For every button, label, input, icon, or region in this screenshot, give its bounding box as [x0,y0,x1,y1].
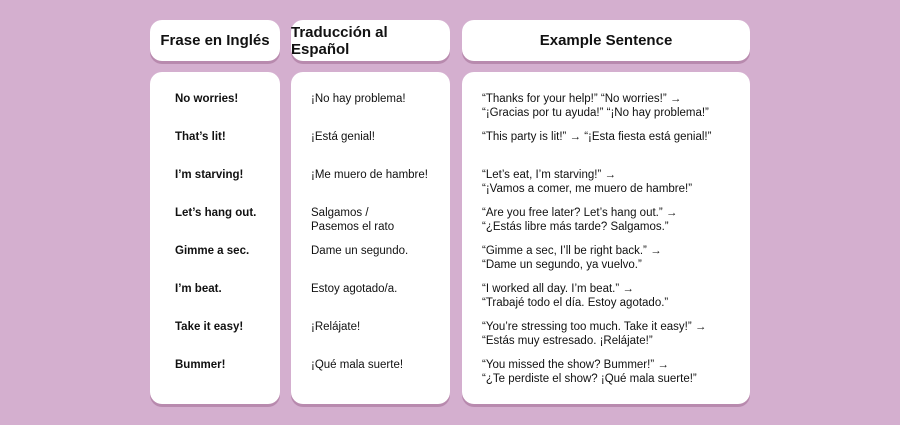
english-phrase: I’m starving! [175,169,244,181]
header-example-label: Example Sentence [539,32,673,49]
spanish-translation-line: ¡Relájate! [311,321,361,333]
example-sentence [482,92,740,120]
spanish-translation-line: Dame un segundo. [311,245,409,257]
spanish-translation [311,320,450,334]
spanish-translation [311,92,450,106]
header-english-label: Frase en Inglés [160,32,270,49]
example-sentence-line: “¡Vamos a comer, me muero de hambre!” [482,183,693,195]
example-sentence-line: “Trabajé todo el día. Estoy agotado.” [482,297,669,309]
example-sentence [482,320,740,348]
example-sentence-line: “Estás muy estresado. ¡Relájate!” [482,335,653,347]
spanish-translation-line: Pasemos el rato [311,221,395,233]
example-sentence-line: “Thanks for your help!” “No worries!” → [482,93,682,105]
spanish-translation-line: ¡Me muero de hambre! [311,169,428,181]
english-phrase: I’m beat. [175,283,222,295]
english-phrases-column [150,72,280,404]
english-phrase: Take it easy! [175,321,244,333]
example-sentence-line: “¿Estás libre más tarde? Salgamos.” [482,221,669,233]
spanish-translation-line: Salgamos / [311,207,369,219]
example-sentence-line: “¡Gracias por tu ayuda!” “¡No hay problema!” [482,107,709,119]
example-sentence-line: “You’re stressing too much. Take it easy!” → [482,321,707,333]
header-spanish-label: Traducción al Español [291,23,388,58]
example-sentence-line: “Dame un segundo, ya vuelvo.” [482,259,642,271]
example-sentence [482,244,740,272]
header-english [150,20,280,61]
header-spanish [291,20,450,61]
spanish-translation [311,130,450,144]
example-sentence [482,282,740,310]
spanish-translation-line: Estoy agotado/a. [311,283,398,295]
example-sentence-line: “Let’s eat, I’m starving!” → [482,169,616,181]
header-example [462,20,750,61]
english-phrase: That’s lit! [175,131,226,143]
example-sentences-column [462,72,750,404]
spanish-translation-line: ¡Está genial! [311,131,375,143]
example-sentence-line: “Are you free later? Let’s hang out.” → [482,207,678,219]
english-phrase: No worries! [175,93,239,105]
spanish-translation [311,282,450,296]
example-sentence-line: “I worked all day. I’m beat.” → [482,283,634,295]
english-phrase: Bummer! [175,359,226,371]
example-sentence-line: “¿Te perdiste el show? ¡Qué mala suerte!” [482,373,697,385]
spanish-translation-line: ¡No hay problema! [311,93,406,105]
example-sentence-line: “You missed the show? Bummer!” → [482,359,669,371]
spanish-translation [311,168,450,182]
spanish-translation [311,358,450,372]
example-sentence [482,130,740,144]
spanish-translation [311,244,450,258]
spanish-translation [311,206,450,234]
spanish-translation-line: ¡Qué mala suerte! [311,359,404,371]
example-sentence [482,206,740,234]
example-sentence-line: “Gimme a sec, I’ll be right back.” → [482,245,662,257]
example-sentence-line: “This party is lit!” → “¡Esta fiesta está genial!” [482,131,712,143]
example-sentence [482,358,740,386]
english-phrase: Gimme a sec. [175,245,250,257]
spanish-translations-column [291,72,450,404]
example-sentence [482,168,740,196]
english-phrase: Let’s hang out. [175,207,257,219]
